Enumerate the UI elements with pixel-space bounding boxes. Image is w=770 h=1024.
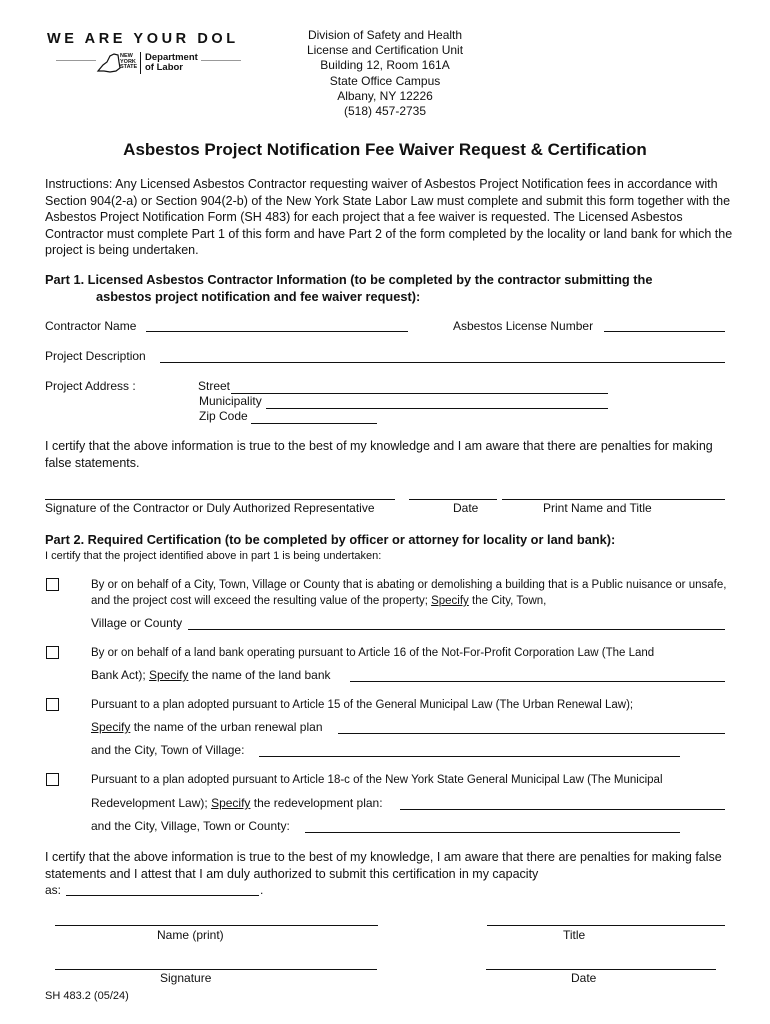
print-name-title-label: Print Name and Title bbox=[543, 501, 652, 515]
project-description-label: Project Description bbox=[45, 349, 146, 363]
capacity-period: . bbox=[260, 883, 264, 897]
project-address-label: Project Address : bbox=[45, 379, 136, 393]
instructions: Instructions: Any Licensed Asbestos Contractor requesting waiver of Asbestos Project Notification fees in accordance with Section 904(2-a) or Section 904(2-b) of the New York State Labor Law must complete and submit this form together with the Asbestos Project Notification Form (SH 483) for each project that a fee waiver is requested. The Licensed Asbestos Contractor must complete Part 1 of this form and have Part 2 of the form completed by the locality or land bank for which the project is being undertaken. bbox=[45, 177, 733, 257]
land-bank-specify-label bbox=[91, 668, 331, 683]
agency-line: Albany, NY 12226 bbox=[337, 88, 433, 103]
option-text: the redevelopment plan: bbox=[253, 796, 383, 810]
option-text: the City, Town, bbox=[472, 595, 547, 607]
urban-renewal-city-field[interactable] bbox=[259, 742, 680, 757]
redevelopment-city-field[interactable] bbox=[305, 818, 680, 833]
specify-label: Specify bbox=[211, 796, 251, 810]
project-description-field[interactable] bbox=[160, 348, 725, 363]
redevelopment-city-label: and the City, Village, Town or County: bbox=[91, 819, 290, 833]
contractor-name-label: Contractor Name bbox=[45, 319, 137, 333]
redevelopment-specify-label bbox=[91, 796, 383, 811]
contractor-signature-field[interactable] bbox=[45, 485, 395, 500]
part2-subheading: I certify that the project identified above in part 1 is being undertaken: bbox=[45, 550, 382, 562]
specify-label: Specify bbox=[431, 595, 469, 607]
municipality-field[interactable] bbox=[266, 394, 608, 409]
urban-renewal-specify-label bbox=[91, 720, 323, 735]
form-id: SH 483.2 (05/24) bbox=[45, 990, 129, 1002]
license-number-field[interactable] bbox=[604, 317, 725, 332]
option-land-bank-checkbox[interactable] bbox=[46, 646, 59, 659]
license-number-label: Asbestos License Number bbox=[453, 319, 594, 333]
option-redevelopment-checkbox[interactable] bbox=[46, 773, 59, 786]
urban-renewal-plan-field[interactable] bbox=[338, 719, 725, 734]
option-text: By or on behalf of a City, Town, Village or County that is abating or demolishing a building that is a Public nuisance or unsafe, and the project cost will exceed the resulting value of the property; bbox=[91, 579, 727, 607]
logo-state-line: YORK bbox=[120, 58, 136, 65]
option-text: Bank Act); bbox=[91, 668, 146, 682]
part1-heading bbox=[45, 272, 745, 305]
village-county-field[interactable] bbox=[188, 615, 725, 630]
logo-dept-line: of Labor bbox=[145, 62, 183, 73]
capacity-label: as: bbox=[45, 883, 62, 897]
part1-certification: I certify that the above information is true to the best of my knowledge and I am aware that there are penalties for making false statements. bbox=[45, 439, 713, 470]
agency-line: (518) 457-2735 bbox=[343, 104, 427, 119]
officer-signature-label: Signature bbox=[160, 971, 212, 985]
option-text: the name of the urban renewal plan bbox=[133, 720, 323, 734]
agency-line: Building 12, Room 161A bbox=[320, 58, 450, 73]
nys-dol-logo bbox=[56, 50, 241, 80]
officer-name-label: Name (print) bbox=[157, 928, 224, 942]
specify-label: Specify bbox=[91, 720, 131, 734]
specify-label: Specify bbox=[149, 668, 189, 682]
part2-heading: Part 2. Required Certification (to be completed by officer or attorney for locality or land bank): bbox=[45, 532, 616, 547]
contractor-name-field[interactable] bbox=[146, 317, 408, 332]
agency-line: State Office Campus bbox=[329, 73, 441, 88]
contractor-date-field[interactable] bbox=[409, 485, 497, 500]
option-land-bank-text: By or on behalf of a land bank operating pursuant to Article 16 of the Not-For-Profit Corporation Law (The Land bbox=[91, 647, 655, 659]
logo-dept-line: Department bbox=[145, 52, 198, 63]
option-public-nuisance-text bbox=[91, 577, 736, 609]
street-label: Street bbox=[198, 379, 231, 393]
form-title: Asbestos Project Notification Fee Waiver Request & Certification bbox=[123, 140, 647, 159]
officer-name-field[interactable] bbox=[55, 911, 378, 926]
option-text: the name of the land bank bbox=[191, 668, 331, 682]
print-name-title-field[interactable] bbox=[502, 485, 725, 500]
officer-signature-field[interactable] bbox=[55, 955, 377, 970]
logo-state-line: STATE bbox=[120, 64, 138, 71]
redevelopment-plan-field[interactable] bbox=[400, 795, 725, 810]
option-urban-renewal-checkbox[interactable] bbox=[46, 698, 59, 711]
village-county-label: Village or County bbox=[91, 616, 183, 630]
brand-tagline: WE ARE YOUR DOL bbox=[47, 31, 239, 47]
municipality-label: Municipality bbox=[199, 394, 262, 408]
officer-title-field[interactable] bbox=[487, 911, 725, 926]
contractor-date-label: Date bbox=[453, 501, 479, 515]
option-public-nuisance-checkbox[interactable] bbox=[46, 578, 59, 591]
officer-date-label: Date bbox=[571, 971, 597, 985]
zip-code-label: Zip Code bbox=[199, 409, 248, 423]
agency-address bbox=[262, 28, 508, 119]
option-urban-renewal-text: Pursuant to a plan adopted pursuant to Article 15 of the General Municipal Law (The Urban Renewal Law); bbox=[91, 699, 634, 711]
officer-title-label: Title bbox=[563, 928, 586, 942]
option-redevelopment-text: Pursuant to a plan adopted pursuant to Article 18-c of the New York State General Municipal Law (The Municipal bbox=[91, 774, 663, 786]
agency-line: License and Certification Unit bbox=[306, 43, 464, 58]
contractor-signature-label: Signature of the Contractor or Duly Authorized Representative bbox=[45, 501, 375, 515]
logo-state-line: NEW bbox=[120, 53, 133, 59]
street-field[interactable] bbox=[231, 379, 608, 394]
part1-heading-line2: asbestos project notification and fee waiver request): bbox=[96, 288, 421, 304]
option-text: Redevelopment Law); bbox=[91, 796, 208, 810]
part1-heading-line1: Part 1. Licensed Asbestos Contractor Information (to be completed by the contractor submitting the bbox=[45, 272, 653, 287]
part2-certification: I certify that the above information is true to the best of my knowledge, I am aware that there are penalties for making false statements and I attest that I am duly authorized to submit this certification in my capacity bbox=[45, 850, 722, 881]
nys-map-icon bbox=[96, 52, 122, 74]
urban-renewal-city-label: and the City, Town of Village: bbox=[91, 743, 245, 757]
land-bank-name-field[interactable] bbox=[350, 667, 725, 682]
agency-line: Division of Safety and Health bbox=[307, 28, 463, 42]
officer-date-field[interactable] bbox=[486, 955, 716, 970]
zip-code-field[interactable] bbox=[251, 409, 377, 424]
capacity-field[interactable] bbox=[66, 881, 259, 896]
